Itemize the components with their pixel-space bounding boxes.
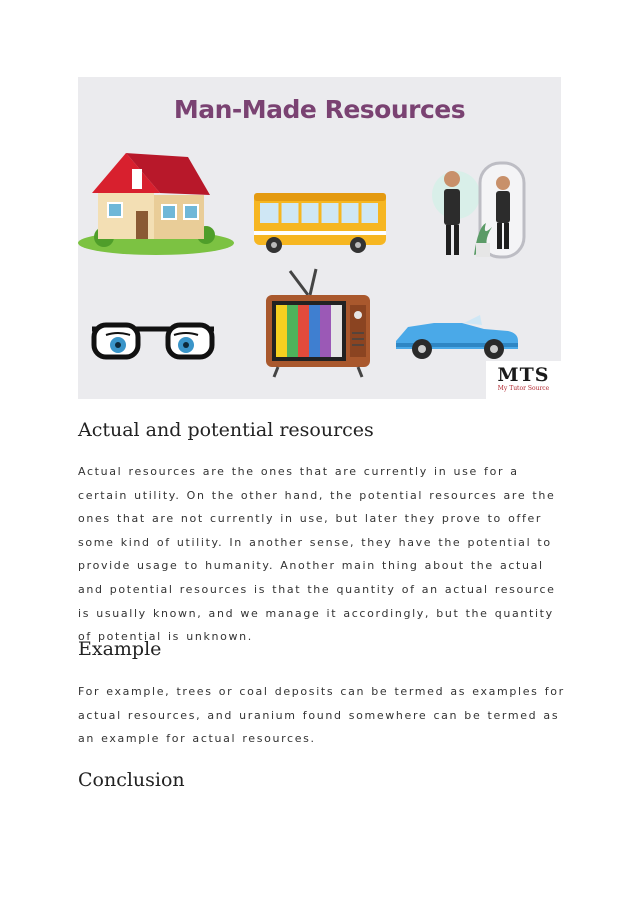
hero-title: Man-Made Resources	[173, 95, 466, 124]
section-heading-actual-potential: Actual and potential resources	[78, 419, 374, 441]
section-heading-example: Example	[78, 638, 162, 660]
glasses-icon	[92, 325, 214, 357]
mirror-icon	[432, 163, 524, 257]
section-heading-conclusion: Conclusion	[78, 769, 185, 791]
hero-image	[78, 77, 561, 399]
section-body-actual-potential: Actual resources are the ones that are currently in use for a certain utility. On the other hand, the potential resources are the ones that are not currently in use, but later they prove to offer some kind of utility. In another sense, they have the potential to provide usage to humanity. Another main thing about the actual and potential resources is that the quantity of an actual resource is usually known, and we manage it accordingly, but the quantity of potential is unknown.	[78, 465, 556, 644]
brand-logo	[486, 361, 561, 399]
car-icon	[396, 315, 518, 359]
bus-icon	[254, 193, 386, 253]
house-icon	[78, 153, 234, 255]
illustration-art	[78, 77, 561, 399]
logo-tagline: My Tutor Source	[497, 385, 550, 392]
logo-mark: MTS	[497, 364, 550, 386]
television-icon	[266, 269, 370, 377]
section-body-example: For example, trees or coal deposits can be termed as examples for actual resources, and uranium found somewhere can be termed as an example for actual resources.	[78, 685, 565, 746]
